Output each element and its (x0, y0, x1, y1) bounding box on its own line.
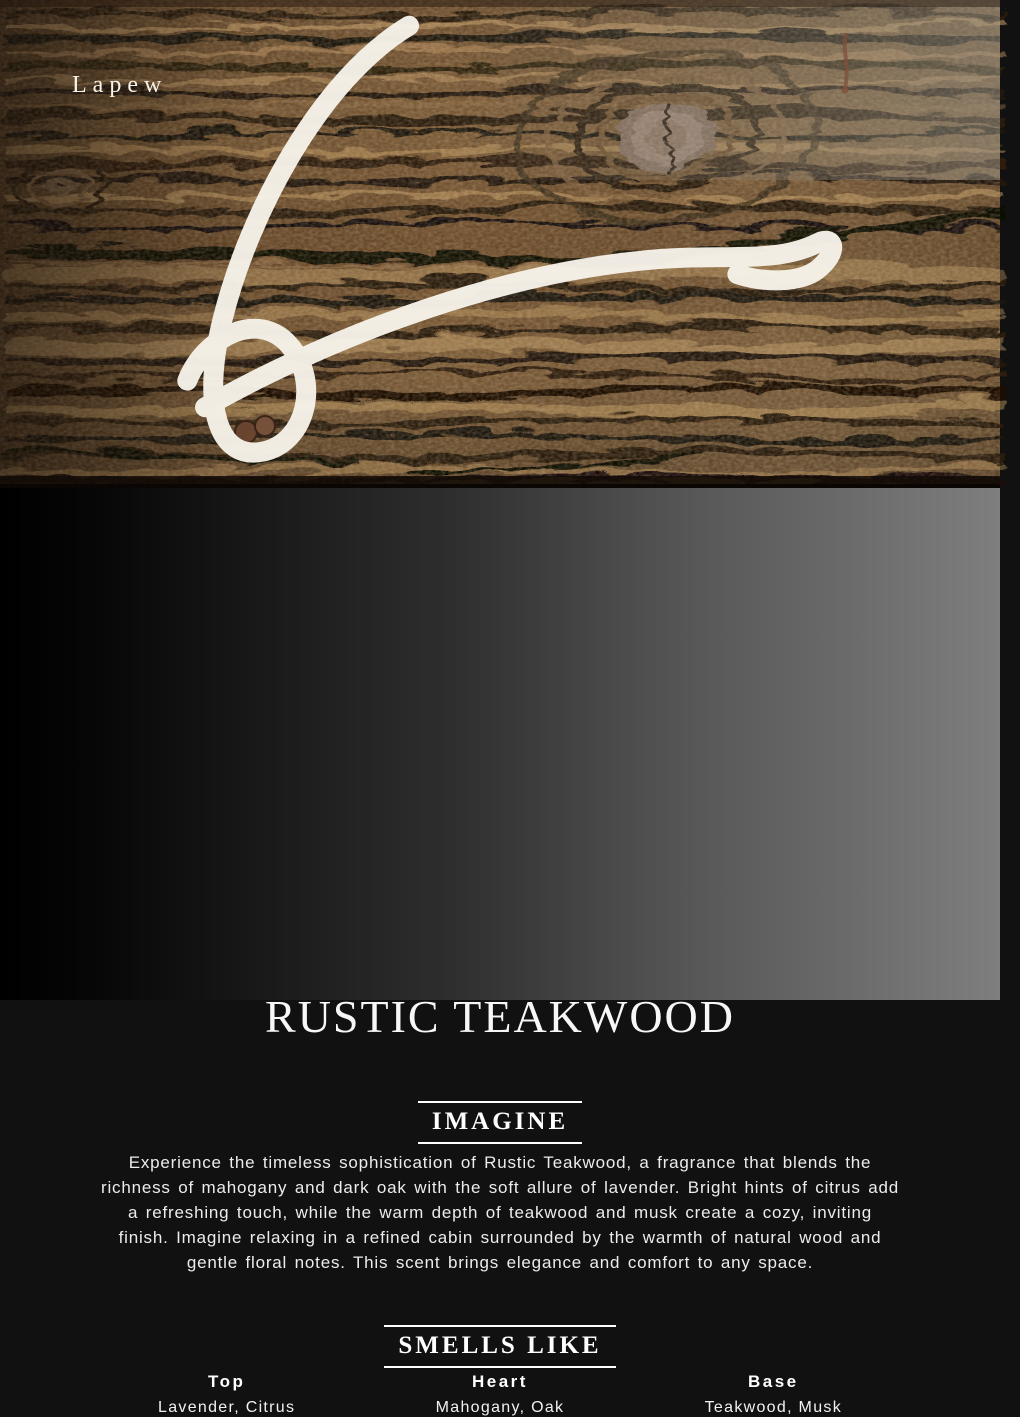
note-value-heart: Mahogany, Oak (435, 1399, 565, 1416)
imagine-section (0, 1101, 1000, 1144)
product-title: RUSTIC TEAKWOOD (265, 991, 735, 1042)
note-column-top (90, 1372, 363, 1417)
brand-logo-script-icon (20, 8, 1020, 496)
note-value-top: Lavender, Citrus (158, 1399, 296, 1416)
smells-like-heading: SMELLS LIKE (384, 1325, 615, 1368)
note-value-base: Teakwood, Musk (704, 1399, 842, 1416)
note-label-base: Base (748, 1372, 799, 1391)
smells-like-section (0, 1325, 1000, 1368)
fragrance-description: Experience the timeless sophistication of Rustic Teakwood, a fragrance that blends the richness of mahogany and dark oak with the soft allure of lavender. Bright hints of citrus add a refreshing touch, while the warm depth of teakwood and musk create a cozy, inviting finish. Imagine relaxing in a refined cabin surrounded by the warmth of natural wood and gentle floral notes. This scent brings elegance and comfort to any space. (101, 1153, 899, 1272)
note-label-top: Top (207, 1372, 246, 1391)
note-column-base (637, 1372, 910, 1417)
brand-logo (20, 8, 220, 118)
note-column-heart (363, 1372, 636, 1417)
info-panel (0, 488, 1000, 1416)
note-label-heart: Heart (472, 1372, 528, 1391)
imagine-heading: IMAGINE (418, 1101, 582, 1144)
scent-notes (90, 1372, 910, 1417)
hero-wood-photo (0, 0, 1000, 488)
brand-name: Lapew (72, 72, 168, 98)
